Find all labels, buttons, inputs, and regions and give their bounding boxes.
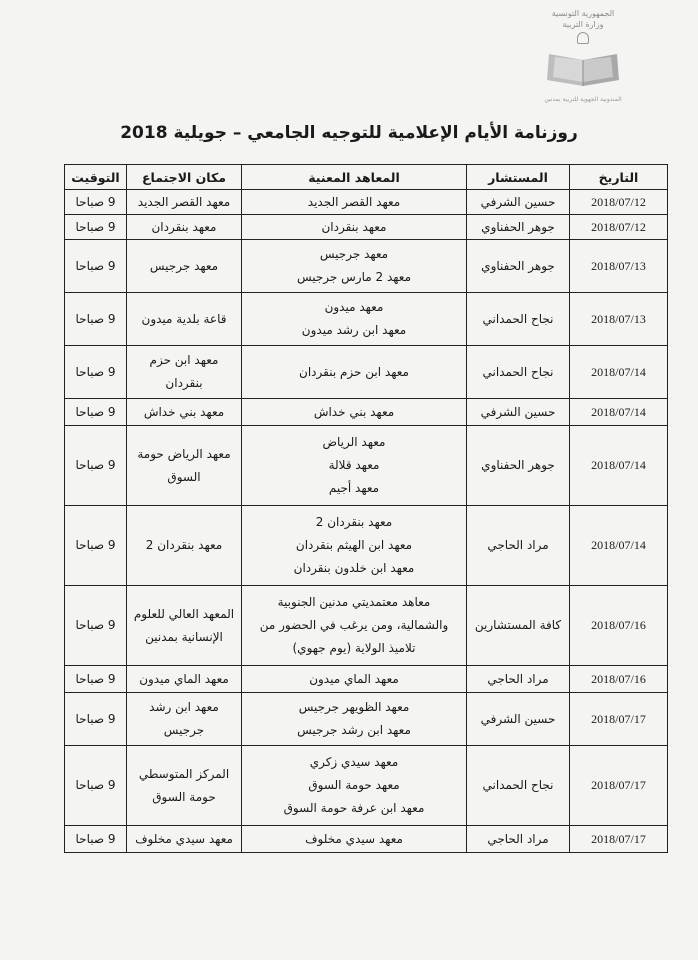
table-row — [65, 826, 668, 853]
date-cell: 2018/07/12 — [570, 190, 668, 215]
date-cell: 2018/07/17 — [570, 746, 668, 826]
meeting-place-line: المركز المتوسطي — [138, 766, 230, 781]
date-cell: 2018/07/14 — [570, 426, 668, 506]
meeting-place-line: المعهد العالي للعلوم — [133, 606, 235, 621]
institute-name: معهد بنقردان 2 — [315, 515, 393, 529]
advisor-cell: نجاح الحمداني — [467, 346, 570, 399]
advisor-cell: جوهر الحفناوي — [467, 240, 570, 293]
schedule-table — [64, 164, 668, 853]
time-cell: 9 صباحا — [65, 240, 127, 293]
institutes-cell — [242, 666, 467, 693]
meeting-place-cell — [127, 693, 242, 746]
table-row — [65, 506, 668, 586]
date-cell: 2018/07/12 — [570, 215, 668, 240]
advisor-cell: كافة المستشارين — [467, 586, 570, 666]
date-cell: 2018/07/13 — [570, 293, 668, 346]
institute-name: والشمالية، ومن يرغب في الحضور من — [259, 618, 449, 632]
time-cell: 9 صباحا — [65, 190, 127, 215]
meeting-place-cell — [127, 399, 242, 426]
institute-name: معهد قلالة — [328, 458, 380, 472]
institute-name: معهد القصر الجديد — [307, 194, 401, 209]
institutes-cell — [242, 346, 467, 399]
table-row — [65, 426, 668, 506]
meeting-place-line: معهد الماي ميدون — [139, 671, 229, 686]
date-cell: 2018/07/13 — [570, 240, 668, 293]
meeting-place-cell — [127, 190, 242, 215]
advisor-cell: مراد الحاجي — [467, 826, 570, 853]
institutes-cell — [242, 506, 467, 586]
meeting-place-line: معهد سيدي مخلوف — [135, 831, 233, 846]
institutes-cell — [242, 426, 467, 506]
advisor-cell: نجاح الحمداني — [467, 746, 570, 826]
meeting-place-line: جرجيس — [163, 723, 205, 737]
institute-name: معهد الماي ميدون — [309, 671, 399, 686]
institute-name: معهد ابن عرفة حومة السوق — [283, 801, 425, 815]
meeting-place-cell — [127, 426, 242, 506]
meeting-place-cell — [127, 746, 242, 826]
date-cell: 2018/07/14 — [570, 346, 668, 399]
table-row — [65, 399, 668, 426]
institutes-cell — [242, 586, 467, 666]
institutes-cell — [242, 190, 467, 215]
advisor-cell: حسين الشرفي — [467, 399, 570, 426]
date-cell: 2018/07/16 — [570, 666, 668, 693]
date-cell: 2018/07/14 — [570, 506, 668, 586]
table-row — [65, 293, 668, 346]
meeting-place-line: معهد بنقردان 2 — [145, 538, 223, 552]
institutes-cell — [242, 746, 467, 826]
meeting-place-line: معهد جرجيس — [149, 258, 219, 273]
time-cell: 9 صباحا — [65, 506, 127, 586]
meeting-place-line: معهد القصر الجديد — [137, 194, 231, 209]
advisor-cell: جوهر الحفناوي — [467, 426, 570, 506]
institutes-cell — [242, 215, 467, 240]
table-row — [65, 586, 668, 666]
institute-name: معهد جرجيس — [319, 247, 389, 261]
meeting-place-cell — [127, 240, 242, 293]
table-row — [65, 215, 668, 240]
institutes-cell — [242, 240, 467, 293]
time-cell: 9 صباحا — [65, 746, 127, 826]
date-cell: 2018/07/17 — [570, 826, 668, 853]
emblem-icon — [577, 32, 589, 44]
advisor-cell: مراد الحاجي — [467, 506, 570, 586]
column-header-time: التوقيت — [65, 165, 127, 190]
time-cell: 9 صباحا — [65, 399, 127, 426]
meeting-place-line: معهد الرياض حومة — [137, 446, 231, 461]
institutes-cell — [242, 826, 467, 853]
date-cell: 2018/07/14 — [570, 399, 668, 426]
time-cell: 9 صباحا — [65, 346, 127, 399]
advisor-cell: حسين الشرفي — [467, 693, 570, 746]
institute-name: معهد بني خداش — [313, 404, 395, 419]
table-row — [65, 666, 668, 693]
institutes-cell — [242, 293, 467, 346]
time-cell: 9 صباحا — [65, 215, 127, 240]
time-cell: 9 صباحا — [65, 426, 127, 506]
meeting-place-line: الإنسانية بمدنين — [145, 629, 223, 644]
meeting-place-cell — [127, 666, 242, 693]
institute-name: معهد أجيم — [328, 481, 380, 495]
table-row — [65, 190, 668, 215]
institute-name: معهد ابن الهيثم بنقردان — [295, 538, 413, 552]
institute-name: معاهد معتمديتي مدنين الجنوبية — [277, 595, 431, 609]
institute-name: معهد سيدي زكري — [309, 755, 399, 769]
time-cell: 9 صباحا — [65, 293, 127, 346]
meeting-place-line: حومة السوق — [152, 789, 216, 804]
meeting-place-cell — [127, 586, 242, 666]
institute-name: تلاميذ الولاية (يوم جهوي) — [292, 641, 416, 655]
institute-name: معهد الظويهر جرجيس — [298, 700, 410, 714]
institute-name: معهد ابن رشد جرجيس — [297, 723, 411, 737]
institute-name: معهد ابن رشد ميدون — [301, 323, 407, 337]
advisor-cell: حسين الشرفي — [467, 190, 570, 215]
ministry-header — [523, 8, 643, 103]
meeting-place-cell — [127, 506, 242, 586]
table-row — [65, 693, 668, 746]
column-header-place: مكان الاجتماع — [127, 165, 242, 190]
ministry-name: وزارة التربية — [562, 20, 604, 29]
page-title: روزنامة الأيام الإعلامية للتوجيه الجامعي – جويلية 2018 — [120, 123, 578, 143]
institute-name: معهد ابن حزم بنقردان — [299, 364, 409, 379]
meeting-place-line: معهد بنقردان — [151, 219, 217, 234]
meeting-place-line: قاعة بلدية ميدون — [141, 311, 227, 326]
institute-name: معهد الرياض — [322, 435, 386, 449]
table-header-row — [65, 165, 668, 190]
advisor-cell: نجاح الحمداني — [467, 293, 570, 346]
republic-name: الجمهورية التونسية — [551, 9, 615, 18]
institutes-cell — [242, 399, 467, 426]
meeting-place-cell — [127, 215, 242, 240]
advisor-cell: جوهر الحفناوي — [467, 215, 570, 240]
institute-name: معهد سيدي مخلوف — [305, 831, 403, 846]
table-row — [65, 346, 668, 399]
date-cell: 2018/07/17 — [570, 693, 668, 746]
institute-name: معهد بنقردان — [321, 219, 387, 234]
meeting-place-cell — [127, 293, 242, 346]
table-row — [65, 240, 668, 293]
time-cell: 9 صباحا — [65, 586, 127, 666]
meeting-place-line: معهد ابن حزم — [149, 353, 219, 367]
meeting-place-cell — [127, 826, 242, 853]
meeting-place-line: معهد ابن رشد — [149, 700, 219, 714]
advisor-cell: مراد الحاجي — [467, 666, 570, 693]
meeting-place-line: بنقردان — [165, 376, 203, 390]
column-header-institutes: المعاهد المعنية — [242, 165, 467, 190]
time-cell: 9 صباحا — [65, 693, 127, 746]
column-header-date: التاريخ — [570, 165, 668, 190]
table-row — [65, 746, 668, 826]
delegation-name: المندوبية الجهوية للتربية بمدنين — [544, 96, 622, 103]
date-cell: 2018/07/16 — [570, 586, 668, 666]
institute-name: معهد حومة السوق — [308, 778, 400, 792]
meeting-place-line: السوق — [167, 469, 201, 484]
time-cell: 9 صباحا — [65, 666, 127, 693]
institute-name: معهد 2 مارس جرجيس — [296, 270, 412, 284]
institute-name: معهد ابن خلدون بنقردان — [293, 561, 415, 575]
institute-name: معهد ميدون — [324, 300, 384, 314]
institutes-cell — [242, 693, 467, 746]
open-book-logo-icon — [543, 50, 623, 90]
column-header-advisor: المستشار — [467, 165, 570, 190]
meeting-place-line: معهد بني خداش — [143, 404, 225, 419]
time-cell: 9 صباحا — [65, 826, 127, 853]
meeting-place-cell — [127, 346, 242, 399]
